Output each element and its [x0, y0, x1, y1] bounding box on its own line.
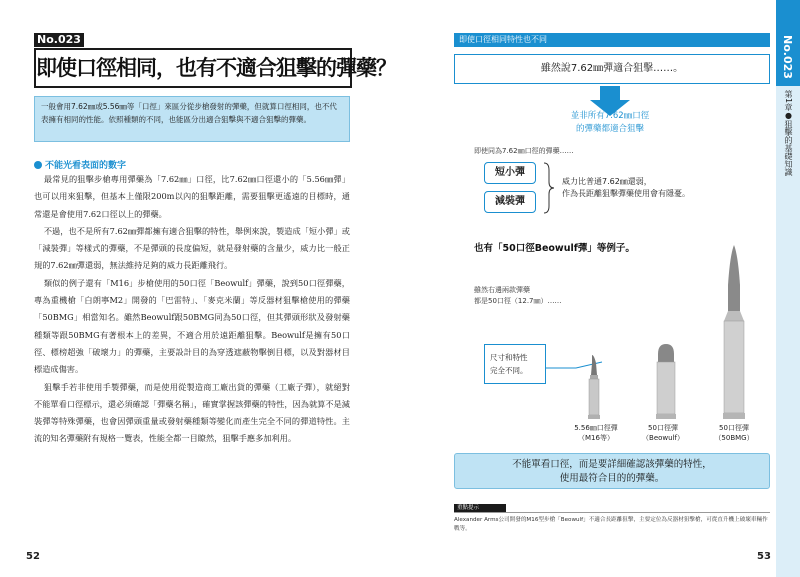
- example-heading: 也有「50口徑Beowulf彈」等例子。: [474, 243, 635, 254]
- cartridge-sublabel: （50BMG）: [714, 434, 754, 442]
- side-tab-number: No.023: [781, 35, 794, 79]
- though-caption: 都是50口徑（12.7㎜）……: [474, 297, 562, 305]
- cartridge-label: 50口徑彈: [719, 424, 749, 432]
- short-round-box: 短小彈: [484, 162, 536, 184]
- brace-icon: [542, 162, 556, 214]
- page-number-left: 52: [26, 551, 40, 562]
- conclusion-line: 使用最符合目的的彈藥。: [559, 473, 665, 484]
- conclusion-line: 不能單看口徑，而是要詳細確認該彈藥的特性，: [512, 459, 712, 470]
- callout-box: [484, 344, 546, 384]
- key-point-label: 重點提示: [454, 504, 506, 513]
- blue-note-line: 的彈藥都適合狙擊: [575, 124, 644, 134]
- paragraph: 類似的例子還有「M16」步槍使用的50口徑「Beowulf」彈藥，說到50口徑彈藥，專為重機槍「白朗寧M2」開發的「巴雷特」、「麥克米蘭」等反器材狙擊槍使用的彈藥「50BMG」相當知名。雖然Beowulf跟50BMG同為50口徑，但其彈頭形狀及發射藥種類等跟50BMG有著根本上的差異，不適合用於遠距離狙擊。Beowulf是擁有50口徑、標榜超強「破壞力」的彈藥，主要設計目的為穿透遮蔽物擊倒目標，以及對器材目標造成傷害。: [34, 277, 350, 375]
- blue-note: [520, 110, 700, 136]
- cartridge-556-icon: [585, 355, 603, 419]
- chapter-side-tab: [776, 0, 800, 577]
- blue-note-line: 並非所有7.62㎜口徑: [570, 111, 650, 121]
- cartridge-label: 5.56㎜口徑彈: [574, 424, 618, 432]
- weaker-line: 作為長距離狙擊彈藥使用會有隱憂。: [562, 189, 690, 198]
- cartridge-sublabel: （Beowulf）: [642, 434, 684, 442]
- paragraph: 不過，也不是所有7.62㎜彈都擁有適合狙擊的特性，舉例來說，製造成「短小彈」或「減裝彈」等樣式的彈藥，不是彈頭的長度偏短，就是發射藥的含量少，威力比一般正規的7.62㎜彈還弱，無法維持足夠的威力長距離飛行。: [34, 225, 350, 271]
- side-tab-chapter: 第1章●狙擊的基礎知識: [784, 90, 793, 177]
- section-heading-text: 不能光看表面的數字: [45, 161, 127, 171]
- cartridge-50bmg-icon: [720, 245, 748, 419]
- illustration-header: 即使口徑相同特性也不同: [454, 33, 770, 47]
- cartridge-sublabel: （M16等）: [578, 434, 614, 442]
- key-point-text: Alexander Arms公司開發的M16型步槍「Beowulf」不適合長距離狙擊，主要定位為反器材狙擊槍，可從直升機上破壞車輛作戰等。: [454, 517, 768, 532]
- article-number-badge: No.023: [34, 33, 84, 47]
- reduced-round-box: 減裝彈: [484, 191, 536, 213]
- page-number-right: 53: [757, 551, 771, 562]
- weaker-description: [562, 176, 690, 200]
- cartridge-label: 50口徑彈: [648, 424, 678, 432]
- article-title: 即使口徑相同，也有不適合狙擊的彈藥？: [36, 56, 396, 80]
- conclusion-box: [454, 453, 770, 489]
- section-heading: [34, 158, 126, 171]
- bullet-dot-icon: [34, 161, 42, 169]
- statement-box: 雖然說7.62㎜彈適合狙擊……。: [454, 54, 770, 84]
- key-point-divider: [454, 512, 770, 513]
- paragraph: 最常見的狙擊步槍專用彈藥為「7.62㎜」口徑，比7.62㎜口徑還小的「5.56㎜彈」也可以用來狙擊，但基本上僅限200m以內的狙擊距離，需要狙擊更遙遠的目標時，通常還是會使用7.62口徑以上的彈藥。: [34, 174, 350, 219]
- callout-line-1: 尺寸和特性: [490, 353, 528, 362]
- even-if-caption: 即使同為7.62㎜口徑的彈藥……: [474, 147, 574, 155]
- intro-summary: 一般會用7.62㎜或5.56㎜等「口徑」來區分從步槍發射的彈藥，但就算口徑相同，也不代表擁有相同的性能。依照種類的不同，也能區分出適合狙擊與不適合狙擊的彈藥。: [34, 96, 350, 142]
- body-text: [34, 171, 350, 448]
- paragraph: 狙擊手若非使用手製彈藥，而是使用從製造商工廠出貨的彈藥（工廠子彈），就絕對不能單看口徑標示，還必須確認「彈藥名稱」，確實掌握該彈藥的特性，因為就算不是減裝彈等特殊彈藥，也會因彈頭重量或發射藥種類等變化而產生完全不同的彈道特性。主流的知名彈藥附有規格一覽表，性能全都一目瞭然，狙擊手應多加利用。: [34, 381, 350, 444]
- callout-line-2: 完全不同。: [490, 366, 528, 375]
- cartridge-beowulf-icon: [653, 342, 679, 419]
- article-title-box: [34, 48, 396, 88]
- weaker-line: 威力比普通7.62㎜還弱，: [562, 177, 652, 186]
- though-caption: 雖然右邊兩款彈藥: [474, 286, 530, 294]
